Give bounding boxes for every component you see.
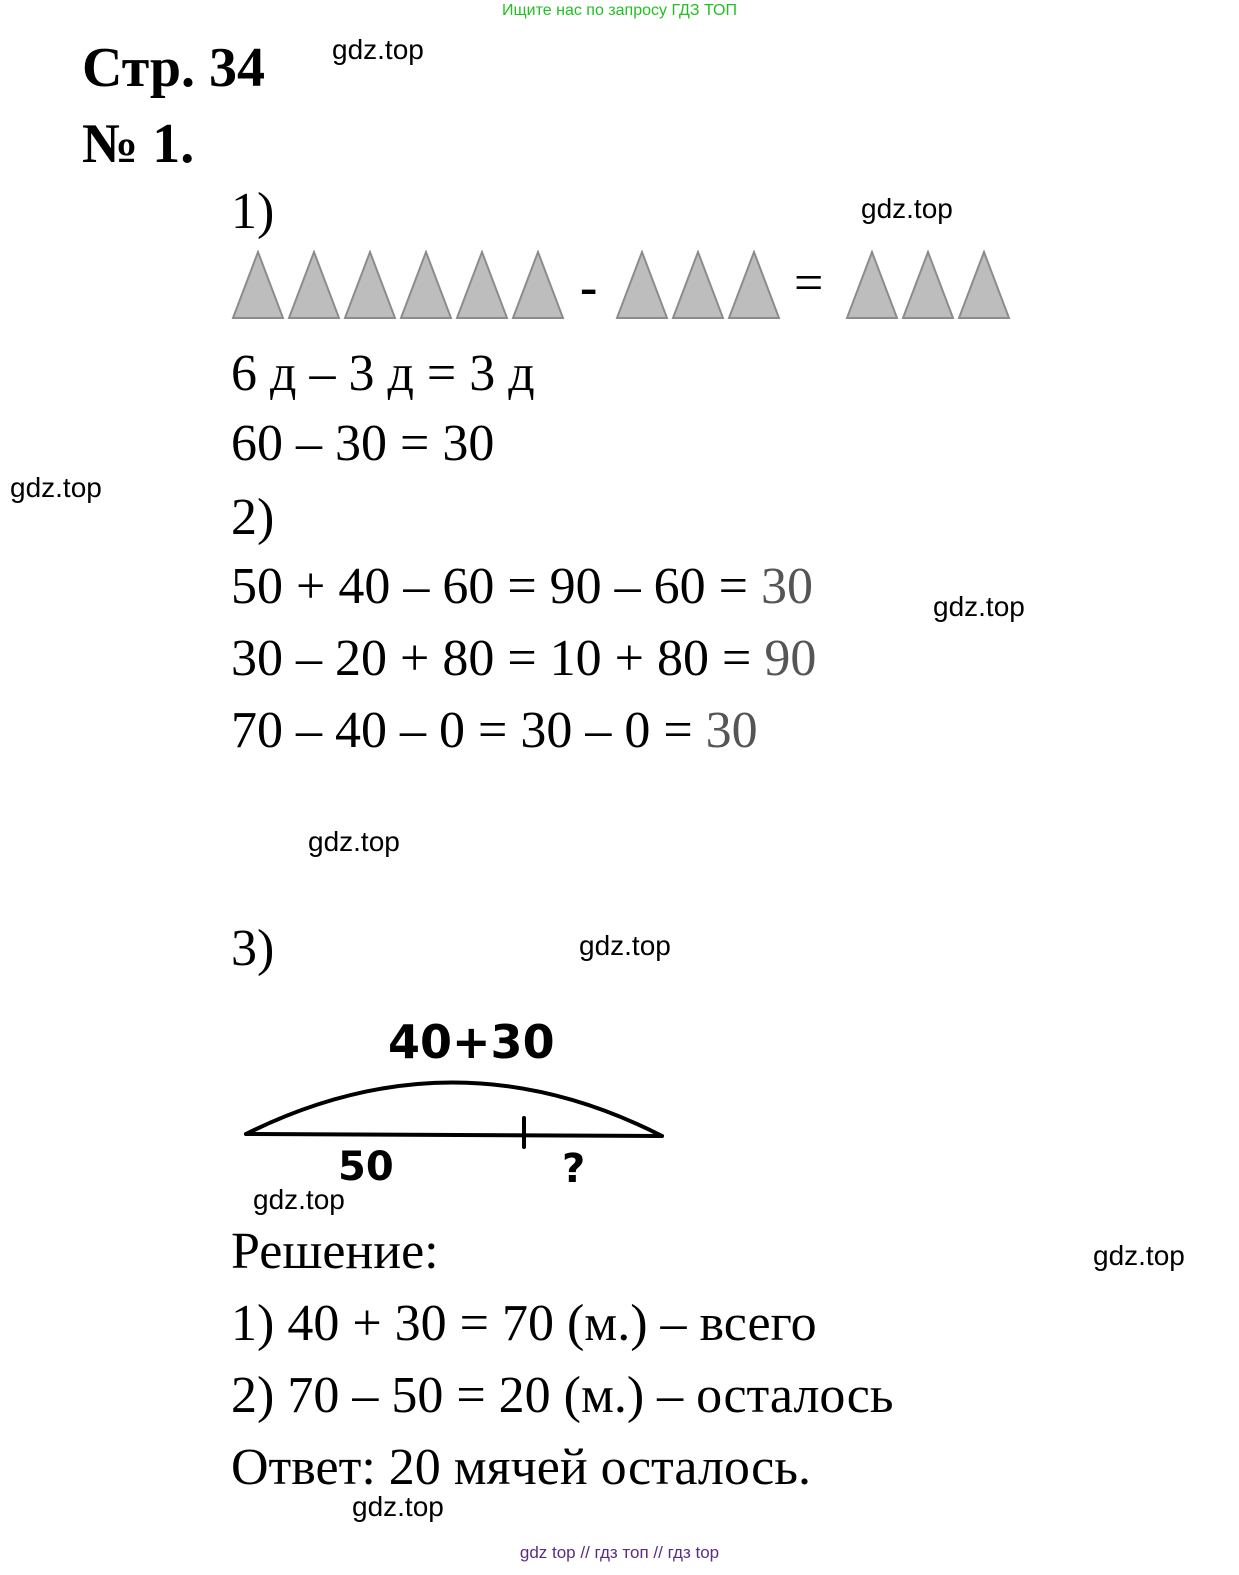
left-segment-label: 50 [338,1144,394,1190]
footer-links [0,1543,1239,1563]
footer-link[interactable]: гдз top [667,1543,720,1562]
triangle-shape [457,252,507,318]
minus-sign: - [580,259,598,316]
equation-expression: 50 + 40 – 60 = 90 – 60 = [231,558,761,615]
triangle-group-right [845,250,1013,322]
triangle-row [615,250,783,322]
answer: Ответ: 20 мячей осталось. [231,1439,811,1496]
part1-line2: 60 – 30 = 30 [231,415,495,472]
triangle-shape [903,252,953,318]
watermark: gdz.top [933,591,1025,622]
segment-diagram [230,1000,690,1200]
equation-result: 90 [764,630,817,687]
watermark: gdz.top [308,826,400,857]
footer-separator: // [653,1543,663,1562]
equation-line [231,557,813,616]
equation-line [231,629,816,688]
watermark: gdz.top [352,1491,444,1522]
watermark: gdz.top [861,193,953,224]
triangle-group-left [231,250,567,322]
task-heading: № 1. [82,113,195,175]
triangle-shape [617,252,667,318]
watermark: gdz.top [579,930,671,961]
diagram-line [246,1134,662,1136]
triangle-shape [959,252,1009,318]
triangle-shape [345,252,395,318]
triangle-shape [847,252,897,318]
triangle-row [845,250,1013,322]
top-banner[interactable]: Ищите нас по запросу ГДЗ ТОП [502,2,737,19]
triangle-shape [513,252,563,318]
watermark: gdz.top [253,1184,345,1215]
equation-expression: 30 – 20 + 80 = 10 + 80 = [231,630,765,687]
part2-label: 2) [231,489,275,546]
triangle-shape [673,252,723,318]
equation-result: 30 [760,558,813,615]
triangle-equation [231,250,1021,324]
watermark: gdz.top [1093,1240,1185,1271]
equals-sign: = [794,255,824,312]
watermark: gdz.top [10,472,102,503]
part1-label: 1) [231,183,275,240]
triangle-group-middle [615,250,783,322]
diagram-arc [246,1082,662,1136]
part3-label: 3) [231,920,275,977]
watermark: gdz.top [332,34,424,65]
footer-separator: // [580,1543,590,1562]
right-segment-label: ? [562,1146,586,1192]
triangle-shape [289,252,339,318]
triangle-shape [729,252,779,318]
arc-label: 40+30 [388,1015,555,1069]
solution-step: 1) 40 + 30 = 70 (м.) – всего [231,1295,817,1352]
equation-line [231,701,758,760]
footer-link[interactable]: гдз топ [594,1543,649,1562]
equation-result: 30 [705,702,758,759]
triangle-row [231,250,567,322]
triangle-shape [233,252,283,318]
page-heading: Стр. 34 [82,37,266,99]
solution-title: Решение: [231,1223,439,1280]
part1-line1: 6 д – 3 д = 3 д [231,345,535,402]
solution-step: 2) 70 – 50 = 20 (м.) – осталось [231,1367,894,1424]
triangle-shape [401,252,451,318]
footer-link[interactable]: gdz top [519,1543,576,1562]
equation-expression: 70 – 40 – 0 = 30 – 0 = [231,702,706,759]
